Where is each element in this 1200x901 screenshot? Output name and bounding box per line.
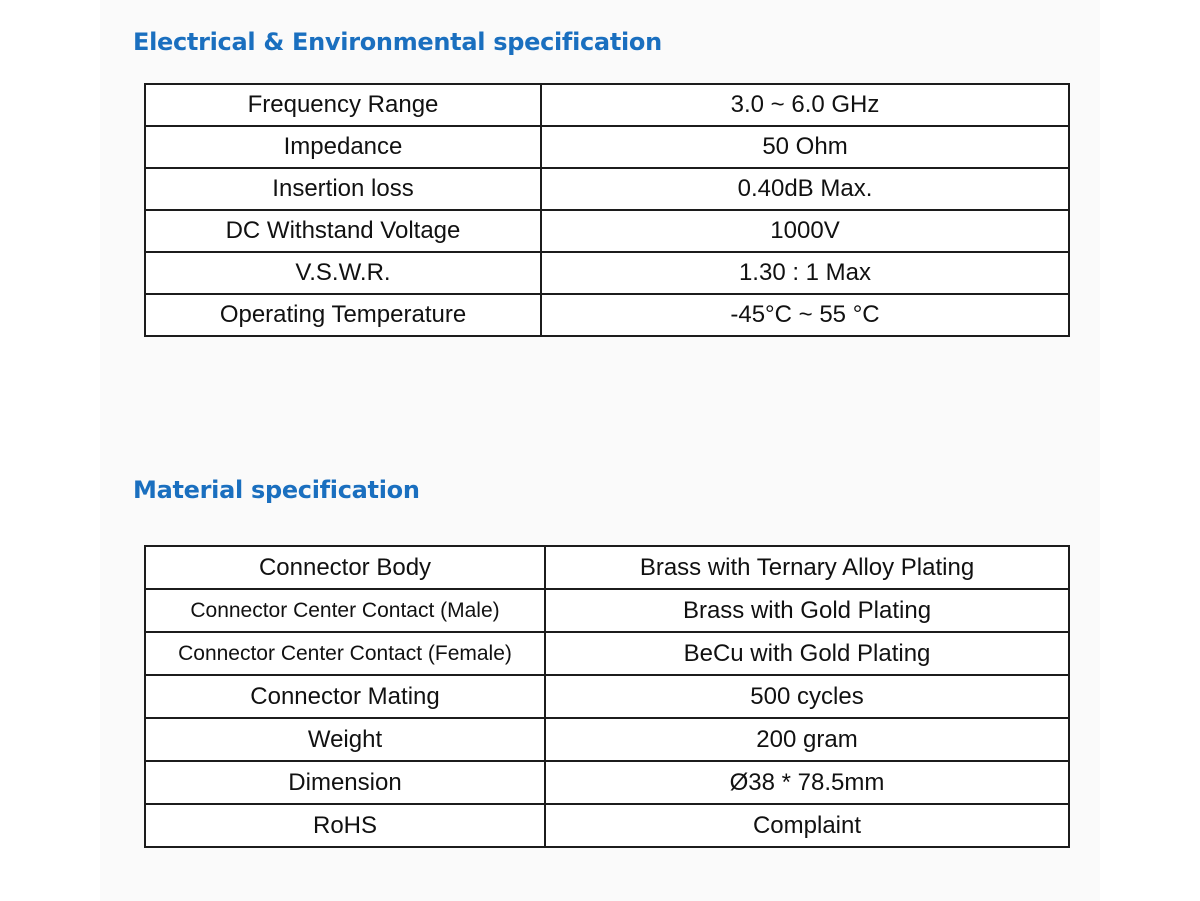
table-row: [145, 546, 1069, 589]
spec-value-connector-body: Brass with Ternary Alloy Plating: [545, 546, 1069, 589]
spec-value-center-contact-female: BeCu with Gold Plating: [545, 632, 1069, 675]
spec-value-weight: 200 gram: [545, 718, 1069, 761]
table-row: [145, 84, 1069, 126]
spec-value-vswr: 1.30 : 1 Max: [541, 252, 1069, 294]
table-row: [145, 761, 1069, 804]
spec-value-center-contact-male: Brass with Gold Plating: [545, 589, 1069, 632]
table-row: [145, 675, 1069, 718]
spec-label-frequency-range: Frequency Range: [145, 84, 541, 126]
table-row: [145, 252, 1069, 294]
spec-value-rohs: Complaint: [545, 804, 1069, 847]
spec-label-insertion-loss: Insertion loss: [145, 168, 541, 210]
table-row: [145, 589, 1069, 632]
spec-label-weight: Weight: [145, 718, 545, 761]
spec-label-center-contact-female: Connector Center Contact (Female): [145, 632, 545, 675]
spec-value-dimension: Ø38 * 78.5mm: [545, 761, 1069, 804]
table-row: [145, 126, 1069, 168]
spec-label-connector-mating: Connector Mating: [145, 675, 545, 718]
spec-label-dimension: Dimension: [145, 761, 545, 804]
spec-value-impedance: 50 Ohm: [541, 126, 1069, 168]
spec-label-operating-temperature: Operating Temperature: [145, 294, 541, 336]
spec-label-dc-withstand-voltage: DC Withstand Voltage: [145, 210, 541, 252]
spec-value-frequency-range: 3.0 ~ 6.0 GHz: [541, 84, 1069, 126]
spec-label-connector-body: Connector Body: [145, 546, 545, 589]
electrical-spec-heading: Electrical & Environmental specification: [133, 28, 662, 56]
table-row: [145, 718, 1069, 761]
spec-label-rohs: RoHS: [145, 804, 545, 847]
material-spec-table: [144, 545, 1070, 848]
table-row: [145, 210, 1069, 252]
table-row: [145, 294, 1069, 336]
material-spec-heading: Material specification: [133, 476, 420, 504]
spec-value-dc-withstand-voltage: 1000V: [541, 210, 1069, 252]
spec-value-operating-temperature: -45°C ~ 55 °C: [541, 294, 1069, 336]
spec-value-connector-mating: 500 cycles: [545, 675, 1069, 718]
table-row: [145, 168, 1069, 210]
spec-label-center-contact-male: Connector Center Contact (Male): [145, 589, 545, 632]
spec-value-insertion-loss: 0.40dB Max.: [541, 168, 1069, 210]
table-row: [145, 632, 1069, 675]
table-row: [145, 804, 1069, 847]
spec-label-vswr: V.S.W.R.: [145, 252, 541, 294]
electrical-spec-table: [144, 83, 1070, 337]
spec-label-impedance: Impedance: [145, 126, 541, 168]
